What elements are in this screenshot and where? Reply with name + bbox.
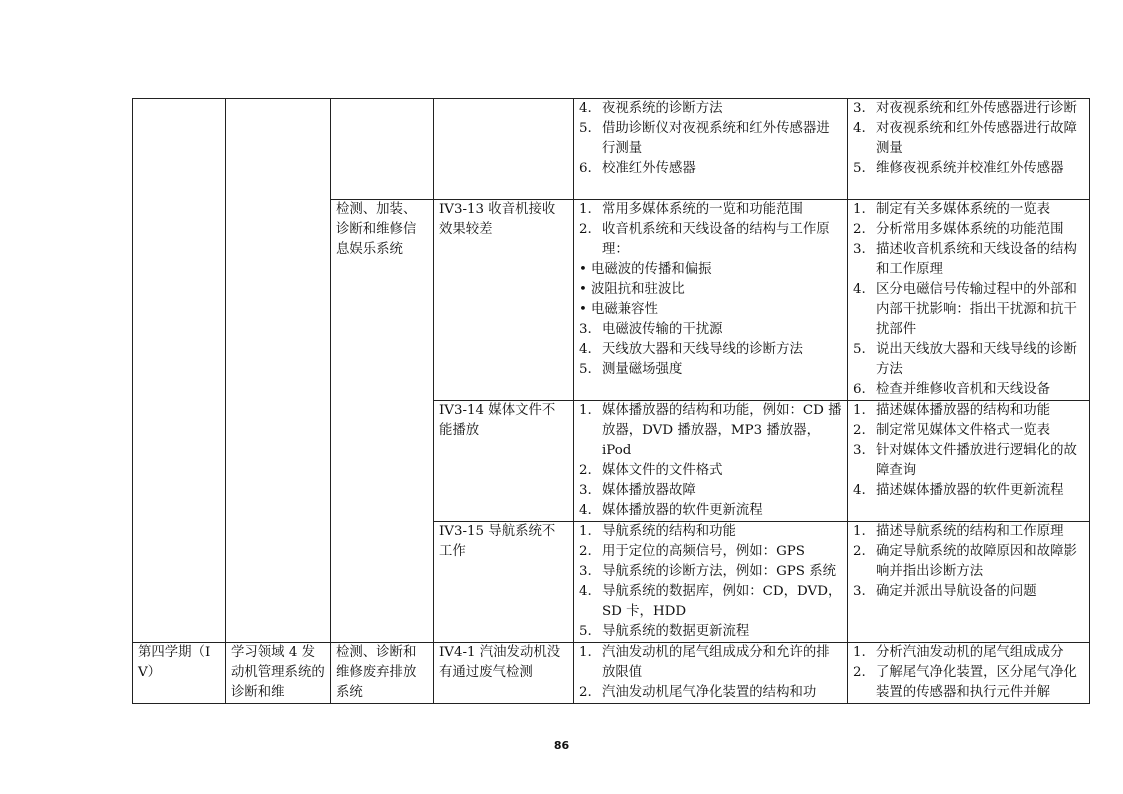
list-item-marker: 2. [579, 685, 592, 700]
list-item-text: 媒体播放器的结构和功能，例如：CD 播放器，DVD 播放器，MP3 播放器，iPod [602, 403, 842, 458]
list-item-marker: 4. [579, 584, 592, 599]
list-item-marker: 1. [853, 403, 866, 418]
list-item-text: 导航系统的数据更新流程 [602, 624, 750, 639]
task-cell: IV3-14 媒体文件不能播放 [434, 401, 574, 522]
list-item-marker: 5. [579, 362, 592, 377]
list-item-marker: 3. [579, 483, 592, 498]
list-item [853, 119, 1084, 159]
list-item-text: 维修夜视系统并校准红外传感器 [876, 161, 1064, 176]
list-item-text: 描述媒体播放器的软件更新流程 [876, 483, 1064, 498]
goals-cell [848, 401, 1090, 522]
list-item [579, 683, 842, 703]
list-item [853, 522, 1084, 542]
content-cell [574, 401, 848, 522]
list-item [579, 461, 842, 481]
list-item-marker: 5. [853, 342, 866, 357]
task-cell: IV3-13 收音机接收效果较差 [434, 200, 574, 401]
content-cell [574, 99, 848, 200]
list-item [579, 360, 842, 380]
list-item-text: 检查并维修收音机和天线设备 [876, 382, 1051, 397]
list-item-text: 天线放大器和天线导线的诊断方法 [602, 342, 803, 357]
work-field-cell [331, 99, 434, 200]
list-item-text: 夜视系统的诊断方法 [602, 101, 723, 116]
list-item [579, 622, 842, 642]
list-item-marker: 2. [579, 463, 592, 478]
list-item-marker: • [579, 282, 587, 297]
list-item [579, 340, 842, 360]
list-item-marker: 5. [579, 624, 592, 639]
list-item-marker: 2. [853, 222, 866, 237]
list-item [853, 643, 1084, 663]
list-item-text: 借助诊断仪对夜视系统和红外传感器进行测量 [602, 121, 830, 156]
list-item-marker: 5. [579, 121, 592, 136]
list-item-text: 导航系统的诊断方法，例如：GPS 系统 [602, 564, 836, 579]
list-item [579, 582, 842, 622]
list-item [579, 159, 842, 179]
list-item-marker: 1. [853, 202, 866, 217]
list-item [579, 220, 842, 260]
list-item-text: 用于定位的高频信号，例如：GPS [602, 544, 805, 559]
list-item-marker: 2. [853, 544, 866, 559]
list-item-marker: 1. [579, 202, 592, 217]
list-item [853, 542, 1084, 582]
list-item-text: 针对媒体文件播放进行逻辑化的故障查询 [876, 443, 1077, 478]
list-item-marker: 2. [579, 222, 592, 237]
list-item [853, 481, 1084, 501]
list-item [579, 300, 842, 320]
list-item-text: 收音机系统和天线设备的结构与工作原理： [602, 222, 830, 257]
list-item-text: 电磁兼容性 [591, 302, 658, 317]
list-item-text: 描述媒体播放器的结构和功能 [876, 403, 1051, 418]
list-item-text: 电磁波传输的干扰源 [602, 322, 723, 337]
work-field-cell: 检测、诊断和维修废弃排放系统 [331, 643, 434, 704]
list-item-text: 波阻抗和驻波比 [591, 282, 685, 297]
semester-cell [133, 99, 226, 643]
list-item-marker: 1. [579, 403, 592, 418]
list-item-marker: • [579, 302, 587, 317]
list-item-text: 常用多媒体系统的一览和功能范围 [602, 202, 803, 217]
list-item [579, 401, 842, 461]
list-item-text: 导航系统的结构和功能 [602, 524, 736, 539]
list-item [853, 340, 1084, 380]
list-item-text: 校准红外传感器 [602, 161, 696, 176]
list-item [579, 522, 842, 542]
list-item [579, 481, 842, 501]
learning-area-cell: 学习领域 4 发动机管理系统的诊断和维 [226, 643, 331, 704]
goals-cell [848, 522, 1090, 643]
list-item-text: 描述导航系统的结构和工作原理 [876, 524, 1064, 539]
list-item-text: 对夜视系统和红外传感器进行诊断 [876, 101, 1077, 116]
list-item-text: 汽油发动机的尾气组成成分和允许的排放限值 [602, 645, 830, 680]
list-item-marker: 4. [853, 282, 866, 297]
list-item [579, 260, 842, 280]
list-item [853, 663, 1084, 703]
list-item-text: 媒体播放器的软件更新流程 [602, 503, 763, 518]
list-item-marker: 3. [579, 322, 592, 337]
list-item [853, 582, 1084, 602]
list-item-marker: 5. [853, 161, 866, 176]
list-item-marker: 3. [853, 584, 866, 599]
list-item-marker: 6. [579, 161, 592, 176]
semester-cell: 第四学期（IV） [133, 643, 226, 704]
list-item-text: 对夜视系统和红外传感器进行故障测量 [876, 121, 1077, 156]
learning-area-cell [226, 99, 331, 643]
list-item-marker: 6. [853, 382, 866, 397]
list-item-text: 区分电磁信号传输过程中的外部和内部干扰影响：指出干扰源和抗干扰部件 [876, 282, 1077, 337]
list-item [853, 99, 1084, 119]
list-item [853, 380, 1084, 400]
list-item-marker: 1. [579, 645, 592, 660]
list-item [579, 542, 842, 562]
list-item [579, 280, 842, 300]
list-item [579, 562, 842, 582]
list-item-marker: 2. [579, 544, 592, 559]
list-item [853, 280, 1084, 340]
list-item-text: 电磁波的传播和偏振 [591, 262, 712, 277]
list-item-marker: 1. [853, 645, 866, 660]
list-item-text: 导航系统的数据库，例如：CD，DVD，SD 卡，HDD [602, 584, 842, 619]
list-item-text: 分析汽油发动机的尾气组成成分 [876, 645, 1064, 660]
list-item-marker: 1. [853, 524, 866, 539]
list-item-marker: 3. [853, 443, 866, 458]
list-item-marker: 2. [853, 665, 866, 680]
list-item [579, 99, 842, 119]
list-item-text: 媒体播放器故障 [602, 483, 696, 498]
task-cell: IV3-15 导航系统不工作 [434, 522, 574, 643]
list-item-marker: 3. [853, 101, 866, 116]
list-item-marker: 4. [579, 342, 592, 357]
curriculum-table [132, 98, 1090, 704]
list-item-text: 描述收音机系统和天线设备的结构和工作原理 [876, 242, 1077, 277]
list-item-marker: 3. [853, 242, 866, 257]
list-item-text: 测量磁场强度 [602, 362, 683, 377]
list-item [853, 401, 1084, 421]
work-field-cell: 检测、加装、诊断和维修信息娱乐系统 [331, 200, 434, 643]
page-number: 86 [553, 739, 570, 752]
list-item [853, 200, 1084, 220]
list-item [853, 220, 1084, 240]
goals-cell [848, 643, 1090, 704]
table-row [133, 643, 1090, 704]
list-item-marker: 1. [579, 524, 592, 539]
task-cell [434, 99, 574, 200]
task-cell: IV4-1 汽油发动机没有通过废气检测 [434, 643, 574, 704]
content-cell [574, 522, 848, 643]
content-cell [574, 200, 848, 401]
goals-cell [848, 200, 1090, 401]
list-item-marker: 3. [579, 564, 592, 579]
list-item-text: 媒体文件的文件格式 [602, 463, 723, 478]
list-item-text: 制定常见媒体文件格式一览表 [876, 423, 1051, 438]
list-item-marker: 2. [853, 423, 866, 438]
goals-cell [848, 99, 1090, 200]
list-item [579, 119, 842, 159]
list-item-text: 确定导航系统的故障原因和故障影响并指出诊断方法 [876, 544, 1077, 579]
list-item-text: 制定有关多媒体系统的一览表 [876, 202, 1051, 217]
list-item [853, 421, 1084, 441]
list-item [853, 240, 1084, 280]
list-item [579, 643, 842, 683]
list-item [579, 501, 842, 521]
list-item [853, 159, 1084, 179]
list-item-text: 分析常用多媒体系统的功能范围 [876, 222, 1064, 237]
list-item-text: 说出天线放大器和天线导线的诊断方法 [876, 342, 1077, 377]
list-item-marker: 4. [853, 121, 866, 136]
list-item-marker: • [579, 262, 587, 277]
list-item-marker: 4. [853, 483, 866, 498]
list-item-text: 确定并派出导航设备的问题 [876, 584, 1037, 599]
list-item-text: 汽油发动机尾气净化装置的结构和功 [602, 685, 817, 700]
table-row [133, 99, 1090, 200]
list-item-marker: 4. [579, 503, 592, 518]
content-cell [574, 643, 848, 704]
list-item-text: 了解尾气净化装置，区分尾气净化装置的传感器和执行元件并解 [876, 665, 1077, 700]
list-item [853, 441, 1084, 481]
list-item-marker: 4. [579, 101, 592, 116]
list-item [579, 320, 842, 340]
list-item [579, 200, 842, 220]
